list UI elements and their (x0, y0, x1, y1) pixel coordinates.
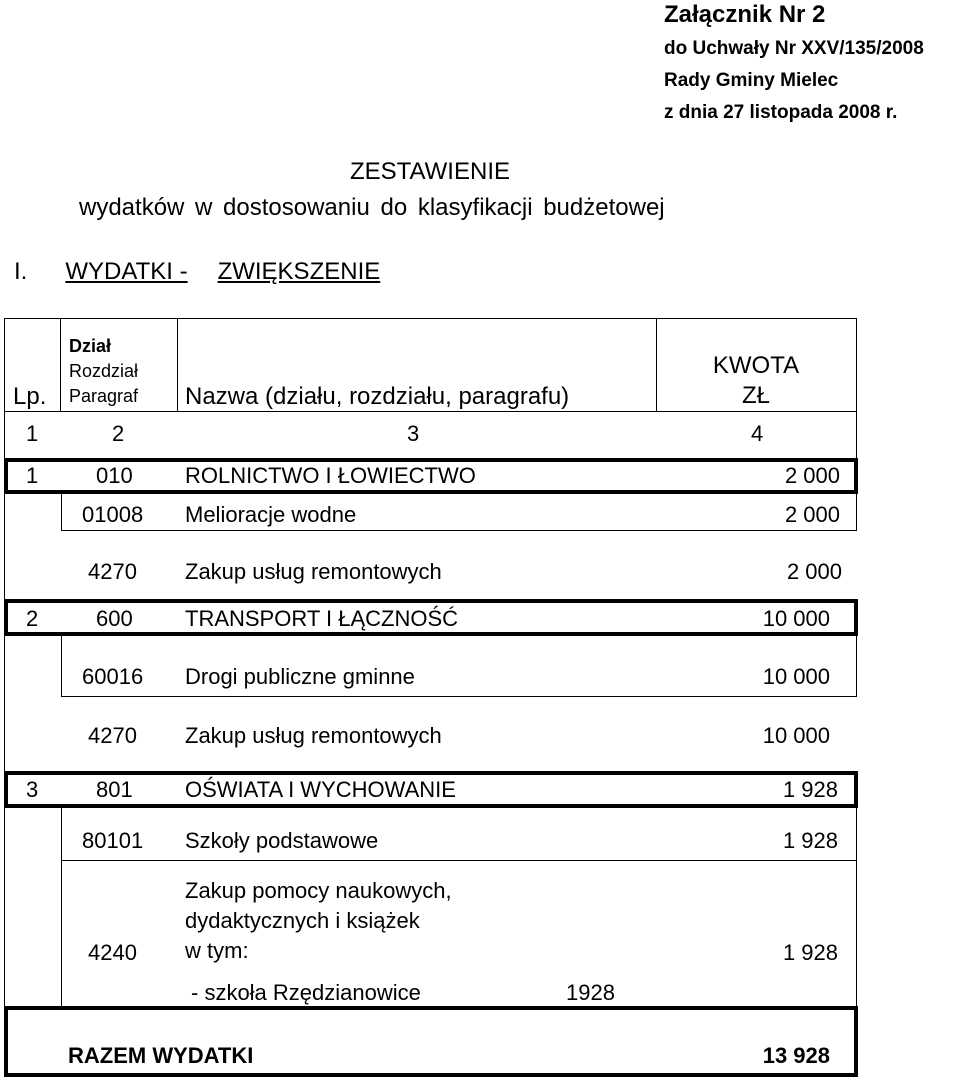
header-rozdzial: Rozdział (69, 361, 139, 381)
row-amount: 10 000 (762, 606, 830, 631)
colnum-1: 1 (26, 421, 39, 446)
row-name: Drogi publiczne gminne (185, 664, 415, 689)
header-lp: Lp. (13, 383, 47, 410)
header-kwota: KWOTA (712, 352, 800, 379)
table-border (4, 490, 858, 494)
header-dzial: Dział (69, 336, 112, 356)
row-amount: 2 000 (784, 502, 840, 527)
table-border (4, 1006, 858, 1010)
total-label: RAZEM WYDATKI (68, 1043, 254, 1068)
resolution-date: z dnia 27 listopada 2008 r. (664, 102, 898, 123)
row-name: Zakup usług remontowych (185, 559, 442, 584)
detail-sub-name: - szkoła Rzędzianowice (191, 980, 421, 1005)
document-subtitle: wydatków w dostosowaniu do klasyfikacji budżetowej (79, 194, 665, 221)
detail-sub-amount: 1928 (566, 980, 615, 1005)
table-border (4, 804, 858, 808)
detail-amount: 1 928 (782, 940, 838, 965)
section-number: I. (14, 258, 28, 285)
total-amount: 13 928 (762, 1043, 830, 1068)
header-nazwa: Nazwa (działu, rozdziału, paragrafu) (185, 383, 570, 410)
table-border (4, 771, 858, 775)
table-border (856, 494, 857, 531)
detail-name-line1: Zakup pomocy naukowych, (185, 878, 452, 903)
table-border (4, 636, 5, 775)
table-border (4, 632, 858, 636)
table-border (61, 530, 857, 531)
table-border (4, 494, 5, 599)
table-border (61, 636, 62, 696)
detail-name-line3: w tym: (185, 938, 249, 963)
table-border (4, 599, 858, 603)
table-border (61, 860, 62, 1006)
row-amount: 1 928 (782, 777, 838, 802)
table-border (61, 860, 857, 861)
row-lp: 1 (26, 463, 39, 488)
table-border (856, 318, 857, 462)
row-code: 600 (96, 606, 133, 631)
row-code: 4270 (88, 559, 137, 584)
council-name: Rady Gminy Mielec (664, 70, 839, 91)
row-lp: 3 (26, 777, 39, 802)
table-border (61, 696, 857, 697)
detail-name-line2: dydaktycznych i książek (185, 908, 420, 933)
row-lp: 2 (26, 606, 39, 631)
row-amount: 2 000 (784, 463, 840, 488)
row-name: OŚWIATA I WYCHOWANIE (185, 777, 456, 802)
row-code: 010 (96, 463, 133, 488)
table-border (4, 1073, 858, 1077)
colnum-3: 3 (407, 421, 420, 446)
table-border (4, 411, 857, 412)
row-code: 801 (96, 777, 133, 802)
table-border (60, 318, 61, 412)
header-kwota-unit: ZŁ (741, 382, 770, 409)
section-label-b: ZWIĘKSZENIE (217, 258, 381, 285)
row-amount: 10 000 (762, 723, 830, 748)
table-border (4, 318, 5, 462)
row-code: 80101 (82, 828, 144, 853)
section-label-a: WYDATKI - (65, 258, 188, 285)
table-border (177, 318, 178, 412)
row-code: 60016 (82, 664, 144, 689)
row-name: Melioracje wodne (185, 502, 357, 527)
resolution-number: do Uchwały Nr XXV/135/2008 (664, 38, 924, 59)
table-border (61, 494, 62, 531)
table-border (856, 808, 857, 861)
table-border (4, 806, 5, 1006)
table-border (4, 1006, 8, 1077)
table-border (854, 599, 858, 636)
row-name: Szkoły podstawowe (185, 828, 379, 853)
section-heading (14, 258, 380, 286)
row-amount: 2 000 (786, 559, 842, 584)
row-amount: 1 928 (782, 828, 838, 853)
row-code: 4270 (88, 723, 137, 748)
table-border (4, 458, 858, 462)
table-border (854, 1006, 858, 1077)
table-border (854, 771, 858, 808)
row-name: Zakup usług remontowych (185, 723, 442, 748)
table-border (61, 808, 62, 860)
table-border (854, 458, 858, 494)
detail-code: 4240 (88, 940, 137, 965)
attachment-title: Załącznik Nr 2 (664, 1, 826, 28)
row-code: 01008 (82, 502, 144, 527)
table-border (4, 771, 8, 808)
row-name: ROLNICTWO I ŁOWIECTWO (185, 463, 476, 488)
table-border (856, 636, 857, 697)
colnum-4: 4 (751, 421, 764, 446)
document-title: ZESTAWIENIE (349, 158, 510, 185)
row-name: TRANSPORT I ŁĄCZNOŚĆ (185, 606, 459, 631)
table-border (4, 318, 857, 319)
table-border (4, 458, 8, 494)
table-border (4, 599, 8, 636)
colnum-2: 2 (112, 421, 125, 446)
row-amount: 10 000 (762, 664, 830, 689)
header-paragraf: Paragraf (69, 386, 139, 406)
table-border (856, 860, 857, 1006)
